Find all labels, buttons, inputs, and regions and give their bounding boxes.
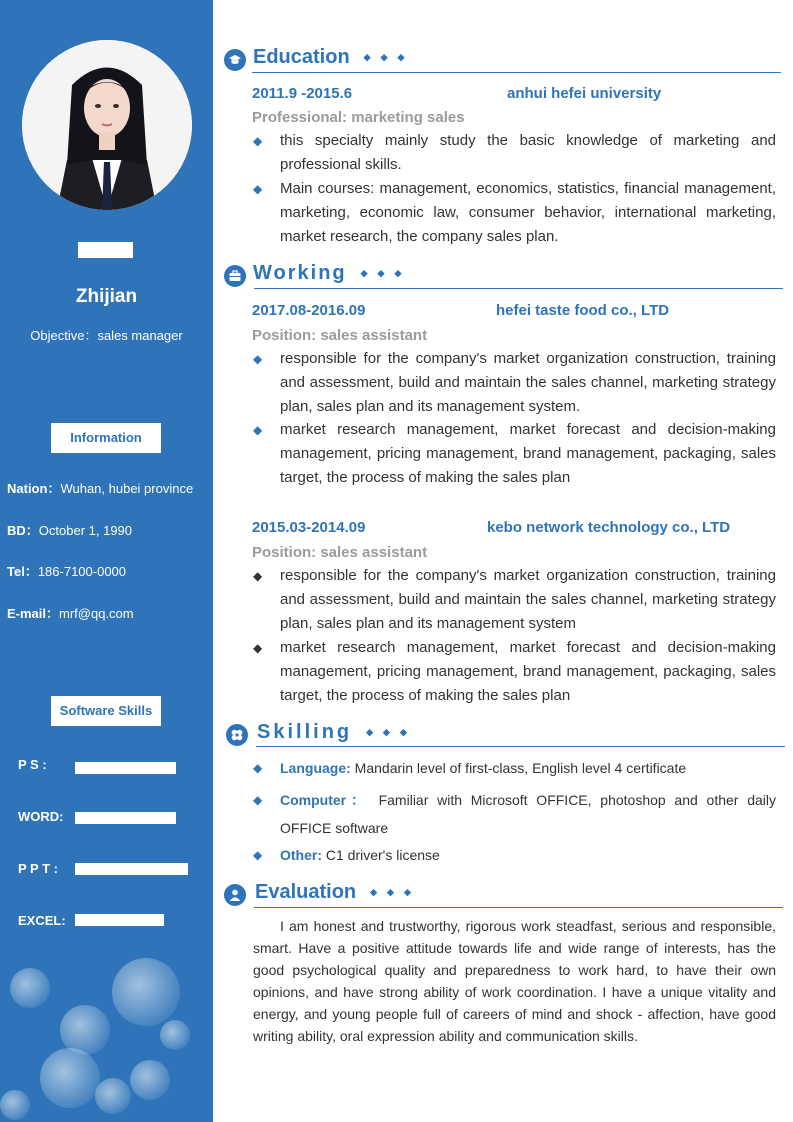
company-name: hefei taste food co., LTD xyxy=(496,302,670,319)
job-dates: 2017.08-2016.09 xyxy=(252,302,366,319)
info-label: BD： xyxy=(7,523,39,538)
section-heading xyxy=(257,721,417,744)
skill-item-value: Familiar with Microsoft OFFICE, photoshop and other daily OFFICE software xyxy=(280,792,776,836)
diamond-bullet: ◆ xyxy=(253,641,263,655)
section-divider xyxy=(254,288,783,289)
diamond-decoration: ◆◆◆ xyxy=(363,52,415,63)
education-bullet xyxy=(253,177,776,249)
professional: Professional: marketing sales xyxy=(252,109,465,126)
section-heading-text: Working xyxy=(253,262,347,284)
bullet-text: responsible for the company's market organization construction, training and assessment, build and maintain the sales channel, marketing strategy plan, sales plan and its management system xyxy=(280,567,776,632)
bokeh-decoration xyxy=(10,968,50,1008)
skill-item-label: Language: xyxy=(280,760,351,776)
bokeh-decoration xyxy=(95,1078,131,1114)
diamond-bullet: ◆ xyxy=(253,793,263,807)
school-name: anhui hefei university xyxy=(507,85,662,102)
skill-item-text xyxy=(280,786,776,842)
skill-label-ppt: P P T : xyxy=(18,861,58,876)
section-heading-text: Skilling xyxy=(257,721,353,743)
section-divider xyxy=(254,907,783,908)
skill-bar-word xyxy=(75,812,176,824)
skill-bar-excel xyxy=(75,914,164,926)
section-heading xyxy=(253,262,411,285)
bullet-text: Main courses: management, economics, statistics, financial management, marketing, economic law, consumer behavior, international marketing, market research, the company sales plan. xyxy=(280,180,776,245)
name-decoration-bar xyxy=(78,242,133,258)
skill-item-language xyxy=(253,754,776,782)
person-icon xyxy=(224,884,246,906)
skill-item-other xyxy=(253,841,776,869)
info-label: Nation： xyxy=(7,481,61,496)
job-dates: 2015.03-2014.09 xyxy=(252,519,366,536)
person-name: Zhijian xyxy=(75,286,138,307)
section-divider xyxy=(252,72,781,73)
sidebar xyxy=(0,0,213,1122)
job-bullet xyxy=(253,418,776,490)
section-heading-text: Evaluation xyxy=(255,881,357,903)
info-nation xyxy=(7,478,193,497)
skill-label-ps: P S : xyxy=(18,757,47,772)
skill-bar-ps xyxy=(75,762,176,774)
briefcase-icon xyxy=(224,265,246,287)
section-heading-text: Education xyxy=(253,46,350,68)
software-skills-heading: Software Skills xyxy=(51,696,161,726)
skill-item-label: Other: xyxy=(280,847,322,863)
job-bullet xyxy=(253,564,776,636)
company-name: kebo network technology co., LTD xyxy=(487,519,731,536)
diamond-bullet: ◆ xyxy=(253,182,263,196)
info-value: 186-7100-0000 xyxy=(37,564,127,579)
diamond-bullet: ◆ xyxy=(253,134,263,148)
graduation-cap-icon xyxy=(224,49,246,71)
info-label: Tel： xyxy=(7,564,38,579)
skill-label-excel: EXCEL: xyxy=(18,913,66,928)
bokeh-decoration xyxy=(40,1048,100,1108)
job-position: Position: sales assistant xyxy=(252,327,428,344)
bullet-text: market research management, market forecast and decision-making management, pricing management, brand management, packaging, sales target, the process of making the sales plan xyxy=(280,639,776,704)
diamond-bullet: ◆ xyxy=(253,761,263,775)
info-value: Wuhan, hubei province xyxy=(60,481,194,496)
skill-item-text xyxy=(280,841,776,869)
bullet-text: responsible for the company's market organization construction, training and assessment, build and maintain the sales channel, marketing strategy plan, sales plan and its management system. xyxy=(280,350,776,415)
education-dates: 2011.9 -2015.6 xyxy=(252,85,353,102)
information-heading: Information xyxy=(51,423,161,453)
info-value: mrf@qq.com xyxy=(59,606,134,621)
diamond-decoration: ◆◆◆ xyxy=(370,887,421,898)
diamond-decoration: ◆◆◆ xyxy=(366,727,417,738)
diamond-bullet: ◆ xyxy=(253,569,263,583)
info-email xyxy=(7,603,134,622)
info-tel xyxy=(7,561,126,580)
info-label: E-mail： xyxy=(7,606,60,621)
skill-label-word: WORD: xyxy=(18,809,64,824)
bullet-text: this specialty mainly study the basic knowledge of marketing and professional skills. xyxy=(280,132,776,173)
skills-cross-icon xyxy=(226,724,248,746)
job-position: Position: sales assistant xyxy=(252,544,428,561)
objective: Objective：sales manager xyxy=(30,328,183,343)
bokeh-decoration xyxy=(0,1090,30,1120)
profile-photo xyxy=(22,40,192,210)
info-value: October 1, 1990 xyxy=(38,523,133,538)
bullet-text: market research management, market forecast and decision-making management, pricing management, brand management, packaging, sales target, the process of making the sales plan xyxy=(280,421,776,486)
diamond-bullet: ◆ xyxy=(253,423,263,437)
bokeh-decoration xyxy=(160,1020,190,1050)
education-bullet xyxy=(253,129,776,177)
diamond-bullet: ◆ xyxy=(253,352,263,366)
section-heading xyxy=(253,46,414,69)
info-birthday xyxy=(7,520,132,539)
skill-item-label: Computer： xyxy=(280,792,370,808)
bokeh-decoration xyxy=(130,1060,170,1100)
diamond-decoration: ◆◆◆ xyxy=(360,268,412,279)
skill-bar-ppt xyxy=(75,863,188,875)
skill-item-value: Mandarin level of first-class, English level 4 certificate xyxy=(350,760,687,776)
evaluation-text: I am honest and trustworthy, rigorous work steadfast, serious and responsible, smart. Have a positive attitude towards life and wide range of interests, has the good psychological quality and preparedness to work hard, to have their own opinions, and have strong ability of work coordination. I have a unique vitality and energy, and young people full of careers of mind and shock - affection, have good writing ability, oral expression ability and communication skills. xyxy=(253,918,776,1044)
section-divider xyxy=(256,746,785,747)
diamond-bullet: ◆ xyxy=(253,848,263,862)
job-bullet xyxy=(253,636,776,708)
skill-item-text xyxy=(280,754,776,782)
section-heading xyxy=(255,881,421,904)
bokeh-decoration xyxy=(112,958,180,1026)
skill-item-computer xyxy=(253,786,776,842)
job-bullet xyxy=(253,347,776,419)
skill-item-value: C1 driver's license xyxy=(322,847,440,863)
